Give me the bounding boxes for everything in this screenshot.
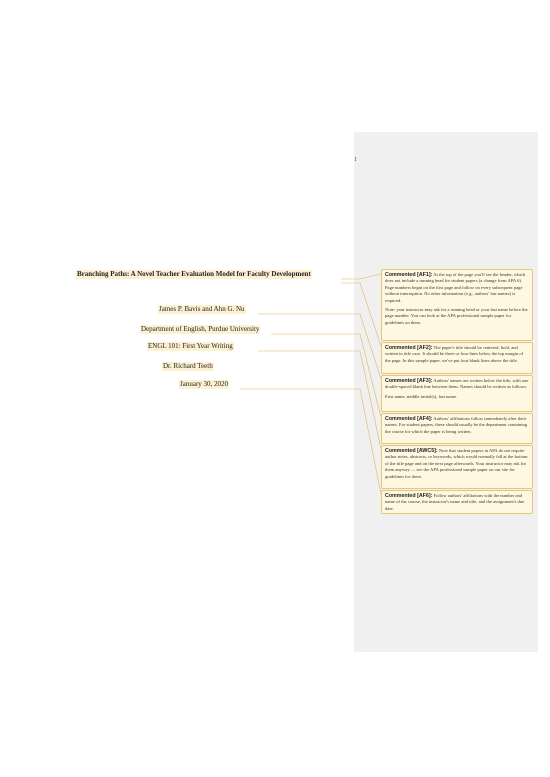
comment-note: Note: your instructor may ask for a running head or your last name before the page number. You can look at the APA professional sample paper for guidelines on these.	[385, 307, 528, 325]
comment-af6[interactable]	[381, 490, 533, 514]
paper-title[interactable]: Branching Paths: A Novel Teacher Evaluation Model for Faculty Development	[77, 270, 311, 278]
comment-author: Commented [AWC5]:	[385, 448, 438, 454]
comment-af4[interactable]	[381, 413, 533, 444]
comment-text: Follow authors' affiliations with the number and name of the course, the instructor's name and title, and the assignment's due date.	[385, 493, 525, 511]
comment-text: Authors' affiliations follow immediately after their names. For student papers, these should usually be the department containing the course for which the paper is being written.	[385, 416, 528, 434]
comment-text: The paper's title should be centered, bold, and written in title case. It should be three or four lines below the top margin of the page. In this sample paper, we've put four blank lines above the title.	[385, 345, 524, 363]
page-number: 1	[354, 157, 357, 163]
author-affiliation[interactable]: Department of English, Purdue University	[141, 325, 260, 333]
comment-text: Authors' names are written below the title, with one double-spaced blank line between them. Names should be written as follows:	[385, 378, 529, 390]
comment-text: At the top of the page you'll see the header, which does not include a running head for student papers (a change from APA 6). Page numbers begin on the first page and follow on every subsequent page without interruption. No other information (e.g., authors' last names) is required.	[385, 272, 526, 303]
comment-author: Commented [AF4]:	[385, 416, 433, 422]
comment-author: Commented [AF2]:	[385, 345, 433, 351]
instructor-name[interactable]: Dr. Richard Teeth	[163, 362, 213, 370]
comment-author: Commented [AF3]:	[385, 378, 433, 384]
comment-af3[interactable]	[381, 375, 533, 412]
comment-author: Commented [AF1]:	[385, 272, 433, 278]
comment-af1[interactable]	[381, 269, 533, 341]
comment-note: First name, middle initial(s), last name.	[385, 393, 458, 399]
comment-text: Note that student papers in APA do not require author notes, abstracts, or keywords, which would normally fall at the bottom of the title page and on the next page afterwards. Your instructor may ask for them anyway — see the APA professional sample paper on our site for guidelines for these.	[385, 448, 528, 479]
author-names[interactable]: James P. Bavis and Ahn G. Nu	[159, 305, 245, 313]
comment-author: Commented [AF6]:	[385, 493, 433, 499]
due-date[interactable]: January 30, 2020	[180, 380, 229, 388]
comment-af2[interactable]	[381, 342, 533, 374]
comment-awc5[interactable]	[381, 445, 533, 489]
course-name[interactable]: ENGL 101: First Year Writing	[148, 342, 233, 350]
